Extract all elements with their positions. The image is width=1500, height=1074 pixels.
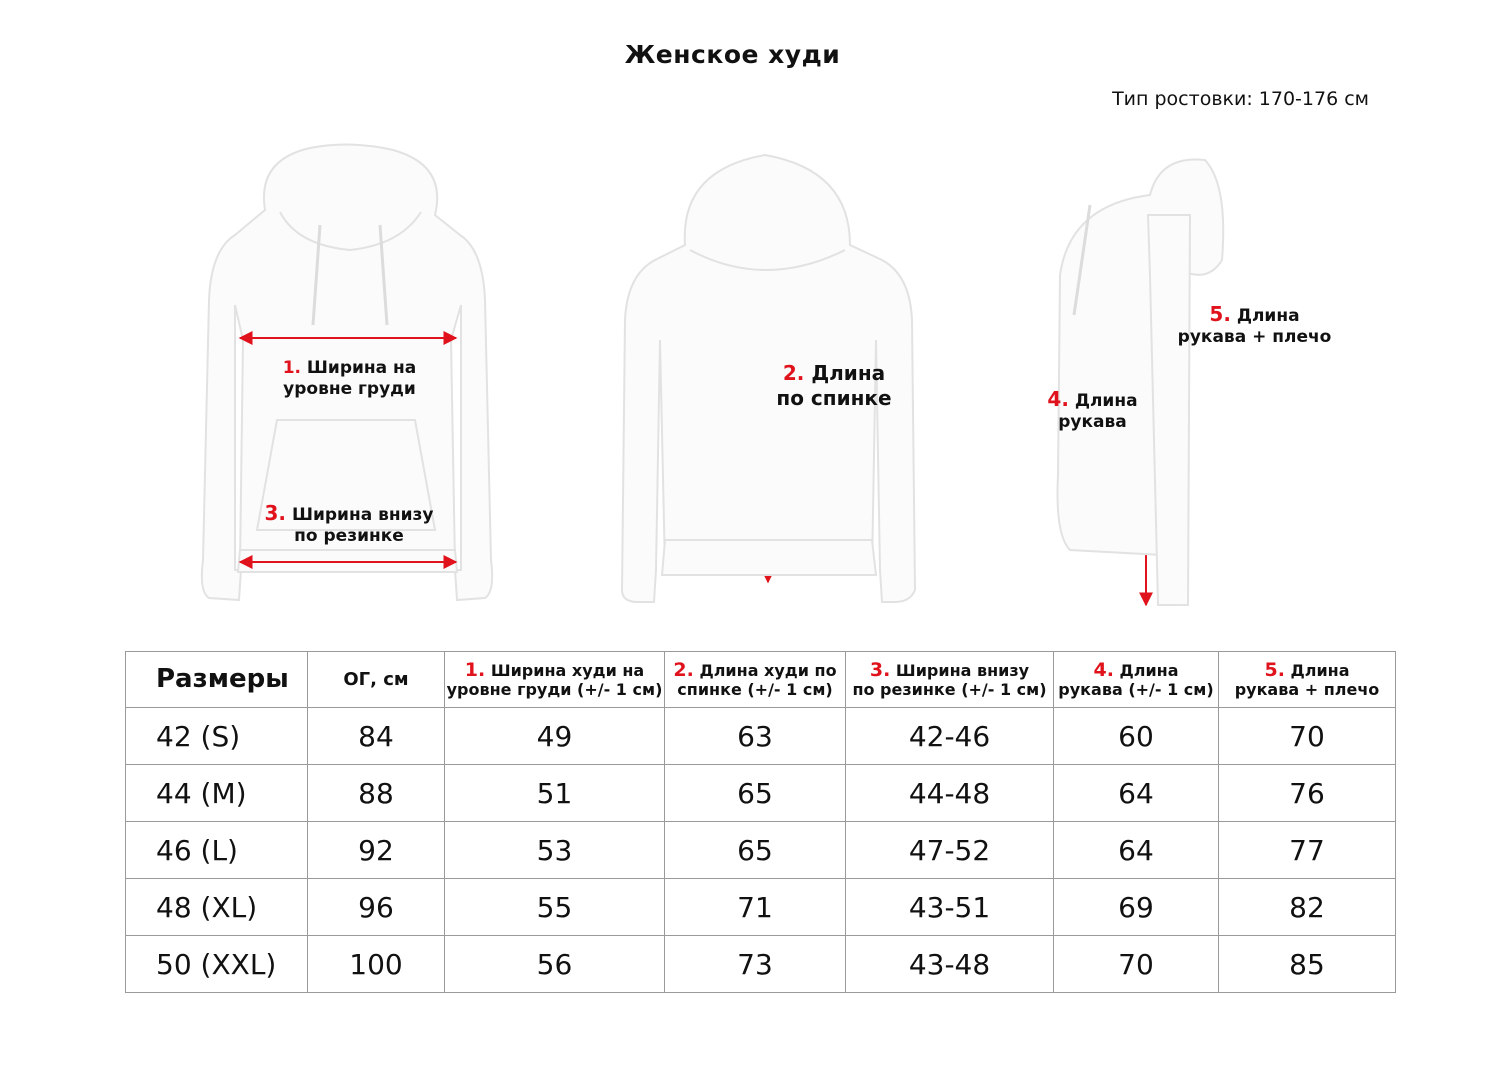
table-row (126, 765, 1396, 822)
cell-value: 65 (665, 765, 846, 822)
page-title: Женское худи (624, 40, 841, 69)
cell-value: 65 (665, 822, 846, 879)
cell-value: 43-51 (846, 879, 1054, 936)
label-hem-width-num: 3. (264, 501, 287, 525)
hoodie-side-image (1050, 155, 1240, 610)
cell-value: 85 (1219, 936, 1396, 993)
cell-size: 46 (L) (126, 822, 308, 879)
cell-value: 44-48 (846, 765, 1054, 822)
cell-value: 55 (445, 879, 665, 936)
cell-value: 73 (665, 936, 846, 993)
height-type-subtitle: Тип ростовки: 170-176 см (1112, 88, 1369, 110)
cell-value: 51 (445, 765, 665, 822)
cell-value: 76 (1219, 765, 1396, 822)
cell-value: 56 (445, 936, 665, 993)
cell-size: 50 (XXL) (126, 936, 308, 993)
cell-value: 96 (308, 879, 445, 936)
size-table (125, 651, 1396, 993)
cell-value: 42-46 (846, 708, 1054, 765)
table-row (126, 822, 1396, 879)
label-sleeve-shoulder-num: 5. (1209, 302, 1231, 326)
header-chest-circ: ОГ, см (308, 652, 445, 708)
table-row (126, 936, 1396, 993)
table-row (126, 879, 1396, 936)
cell-value: 82 (1219, 879, 1396, 936)
label-chest-width-num: 1. (282, 358, 301, 378)
cell-value: 69 (1054, 879, 1219, 936)
cell-value: 71 (665, 879, 846, 936)
cell-value: 77 (1219, 822, 1396, 879)
label-hem-width: 3. Ширина внизу по резинке (264, 501, 434, 546)
cell-value: 47-52 (846, 822, 1054, 879)
cell-value: 63 (665, 708, 846, 765)
cell-value: 70 (1219, 708, 1396, 765)
cell-value: 64 (1054, 765, 1219, 822)
label-chest-width: 1. Ширина на уровне груди (282, 358, 417, 399)
label-sleeve-length: 4. Длина рукава (1047, 387, 1138, 432)
cell-value: 43-48 (846, 936, 1054, 993)
header-sleeve-length: 4. Длина рукава (+/- 1 см) (1054, 652, 1219, 708)
cell-value: 84 (308, 708, 445, 765)
cell-value: 88 (308, 765, 445, 822)
label-back-length: 2. Длина по спинке (776, 361, 892, 410)
cell-size: 48 (XL) (126, 879, 308, 936)
cell-size: 42 (S) (126, 708, 308, 765)
label-sleeve-shoulder: 5. Длина рукава + плечо (1177, 302, 1332, 347)
header-hem-width: 3. Ширина внизу по резинке (+/- 1 см) (846, 652, 1054, 708)
header-sizes: Размеры (126, 652, 308, 708)
label-sleeve-length-num: 4. (1047, 387, 1069, 411)
cell-value: 53 (445, 822, 665, 879)
cell-value: 49 (445, 708, 665, 765)
cell-value: 92 (308, 822, 445, 879)
cell-value: 100 (308, 936, 445, 993)
cell-value: 60 (1054, 708, 1219, 765)
header-sleeve-shoulder: 5. Длина рукава + плечо (1219, 652, 1396, 708)
table-row (126, 708, 1396, 765)
label-back-length-num: 2. (782, 361, 805, 385)
cell-value: 70 (1054, 936, 1219, 993)
header-back-length: 2. Длина худи по спинке (+/- 1 см) (665, 652, 846, 708)
table-header-row (126, 652, 1396, 708)
cell-value: 64 (1054, 822, 1219, 879)
header-chest-width: 1. Ширина худи на уровне груди (+/- 1 см) (445, 652, 665, 708)
cell-size: 44 (M) (126, 765, 308, 822)
